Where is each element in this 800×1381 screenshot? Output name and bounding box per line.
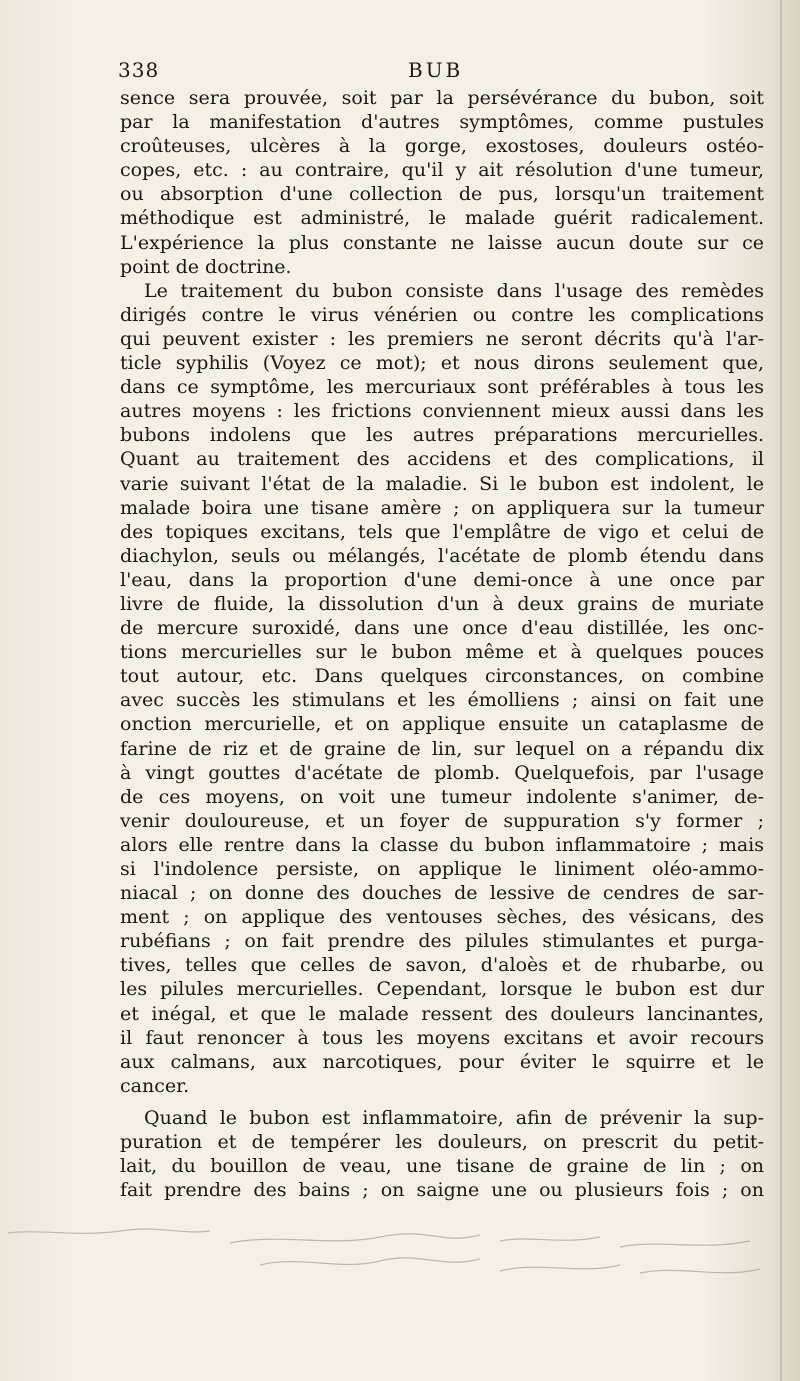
text-line: tout autour, etc. Dans quelques circonstances, on combine [120,665,764,688]
text-line: ou absorption d'une collection de pus, lorsqu'un traitement [120,183,764,206]
text-line: tives, telles que celles de savon, d'aloès et de rhubarbe, ou [120,954,764,977]
text-line: point de doctrine. [120,255,292,278]
text-line: les pilules mercurielles. Cependant, lorsque le bubon est dur [120,978,764,1001]
paragraph-gap [120,1098,764,1106]
text-line: copes, etc. : au contraire, qu'il y ait résolution d'une tumeur, [120,159,764,182]
paragraph-start: Le traitement du bubon consiste dans l'usage des remèdes [144,279,764,302]
text-line: tions mercurielles sur le bubon même et à quelques pouces [120,641,764,664]
text-line: Quant au traitement des accidens et des complications, il [120,448,764,471]
text-line: des topiques excitans, tels que l'emplâtre de vigo et celui de [120,520,764,543]
text-line: qui peuvent exister : les premiers ne seront décrits qu'à l'ar- [120,327,764,350]
paragraph-start: Quand le bubon est inflammatoire, afin de prévenir la sup- [144,1106,764,1129]
text-line: farine de riz et de graine de lin, sur lequel on a répandu dix [120,737,764,760]
text-line: avec succès les stimulans et les émolliens ; ainsi on fait une [120,689,764,712]
running-head [118,58,768,86]
bleed-through-marks [0,1225,800,1295]
text-line: l'eau, dans la proportion d'une demi-once à une once par [120,568,764,591]
text-line: varie suivant l'état de la maladie. Si le bubon est indolent, le [120,472,764,495]
text-line: il faut renoncer à tous les moyens excitans et avoir recours [120,1026,764,1049]
text-line: dans ce symptôme, les mercuriaux sont préférables à tous les [120,376,764,399]
text-line: croûteuses, ulcères à la gorge, exostoses, douleurs ostéo- [120,135,764,158]
text-line: L'expérience la plus constante ne laisse aucun doute sur ce [120,231,764,254]
text-line: ment ; on applique des ventouses sèches, des vésicans, des [120,906,764,929]
text-line: sence sera prouvée, soit par la persévérance du bubon, soit [120,87,764,109]
page-number: 338 [118,58,160,82]
text-line: alors elle rentre dans la classe du bubon inflammatoire ; mais [120,833,764,856]
text-line: rubéfians ; on fait prendre des pilules stimulantes et purga- [120,930,764,953]
text-line: si l'indolence persiste, on applique le liniment oléo-ammo- [120,858,764,880]
text-line: à vingt gouttes d'acétate de plomb. Quelquefois, par l'usage [120,761,764,784]
text-line: de ces moyens, on voit une tumeur indolente s'animer, de- [120,785,764,808]
text-line: malade boira une tisane amère ; on appliquera sur la tumeur [120,496,764,519]
text-line: puration et de tempérer les douleurs, on prescrit du petit- [120,1131,764,1154]
text-line: autres moyens : les frictions conviennent mieux aussi dans les [120,400,764,423]
text-line: diachylon, seuls ou mélangés, l'acétate de plomb étendu dans [120,544,764,567]
text-line: livre de fluide, la dissolution d'un à deux grains de muriate [120,592,764,615]
text-line: ticle syphilis (Voyez ce mot); et nous dirons seulement que, [120,352,764,375]
text-line: cancer. [120,1074,190,1097]
text-line: niacal ; on donne des douches de lessive de cendres de sar- [120,882,764,905]
text-line: lait, du bouillon de veau, une tisane de graine de lin ; on [120,1155,764,1178]
running-head-title: BUB [408,58,464,82]
page-edge-shadow [780,0,782,1381]
text-line: et inégal, et que le malade ressent des douleurs lancinantes, [120,1002,764,1025]
text-line: par la manifestation d'autres symptômes, comme pustules [120,111,764,134]
text-line: fait prendre des bains ; on saigne une ou plusieurs fois ; on [120,1179,764,1202]
text-line: de mercure suroxidé, dans une once d'eau distillée, les onc- [120,617,764,640]
text-line: dirigés contre le virus vénérien ou contre les complications [120,303,764,326]
body-text [120,86,764,1202]
text-line: aux calmans, aux narcotiques, pour éviter le squirre et le [120,1050,764,1073]
text-line: venir douloureuse, et un foyer de suppuration s'y former ; [120,809,764,832]
text-line: onction mercurielle, et on applique ensuite un cataplasme de [120,713,764,736]
text-line: méthodique est administré, le malade guérit radicalement. [120,207,764,230]
text-line: bubons indolens que les autres préparations mercurielles. [120,424,764,447]
